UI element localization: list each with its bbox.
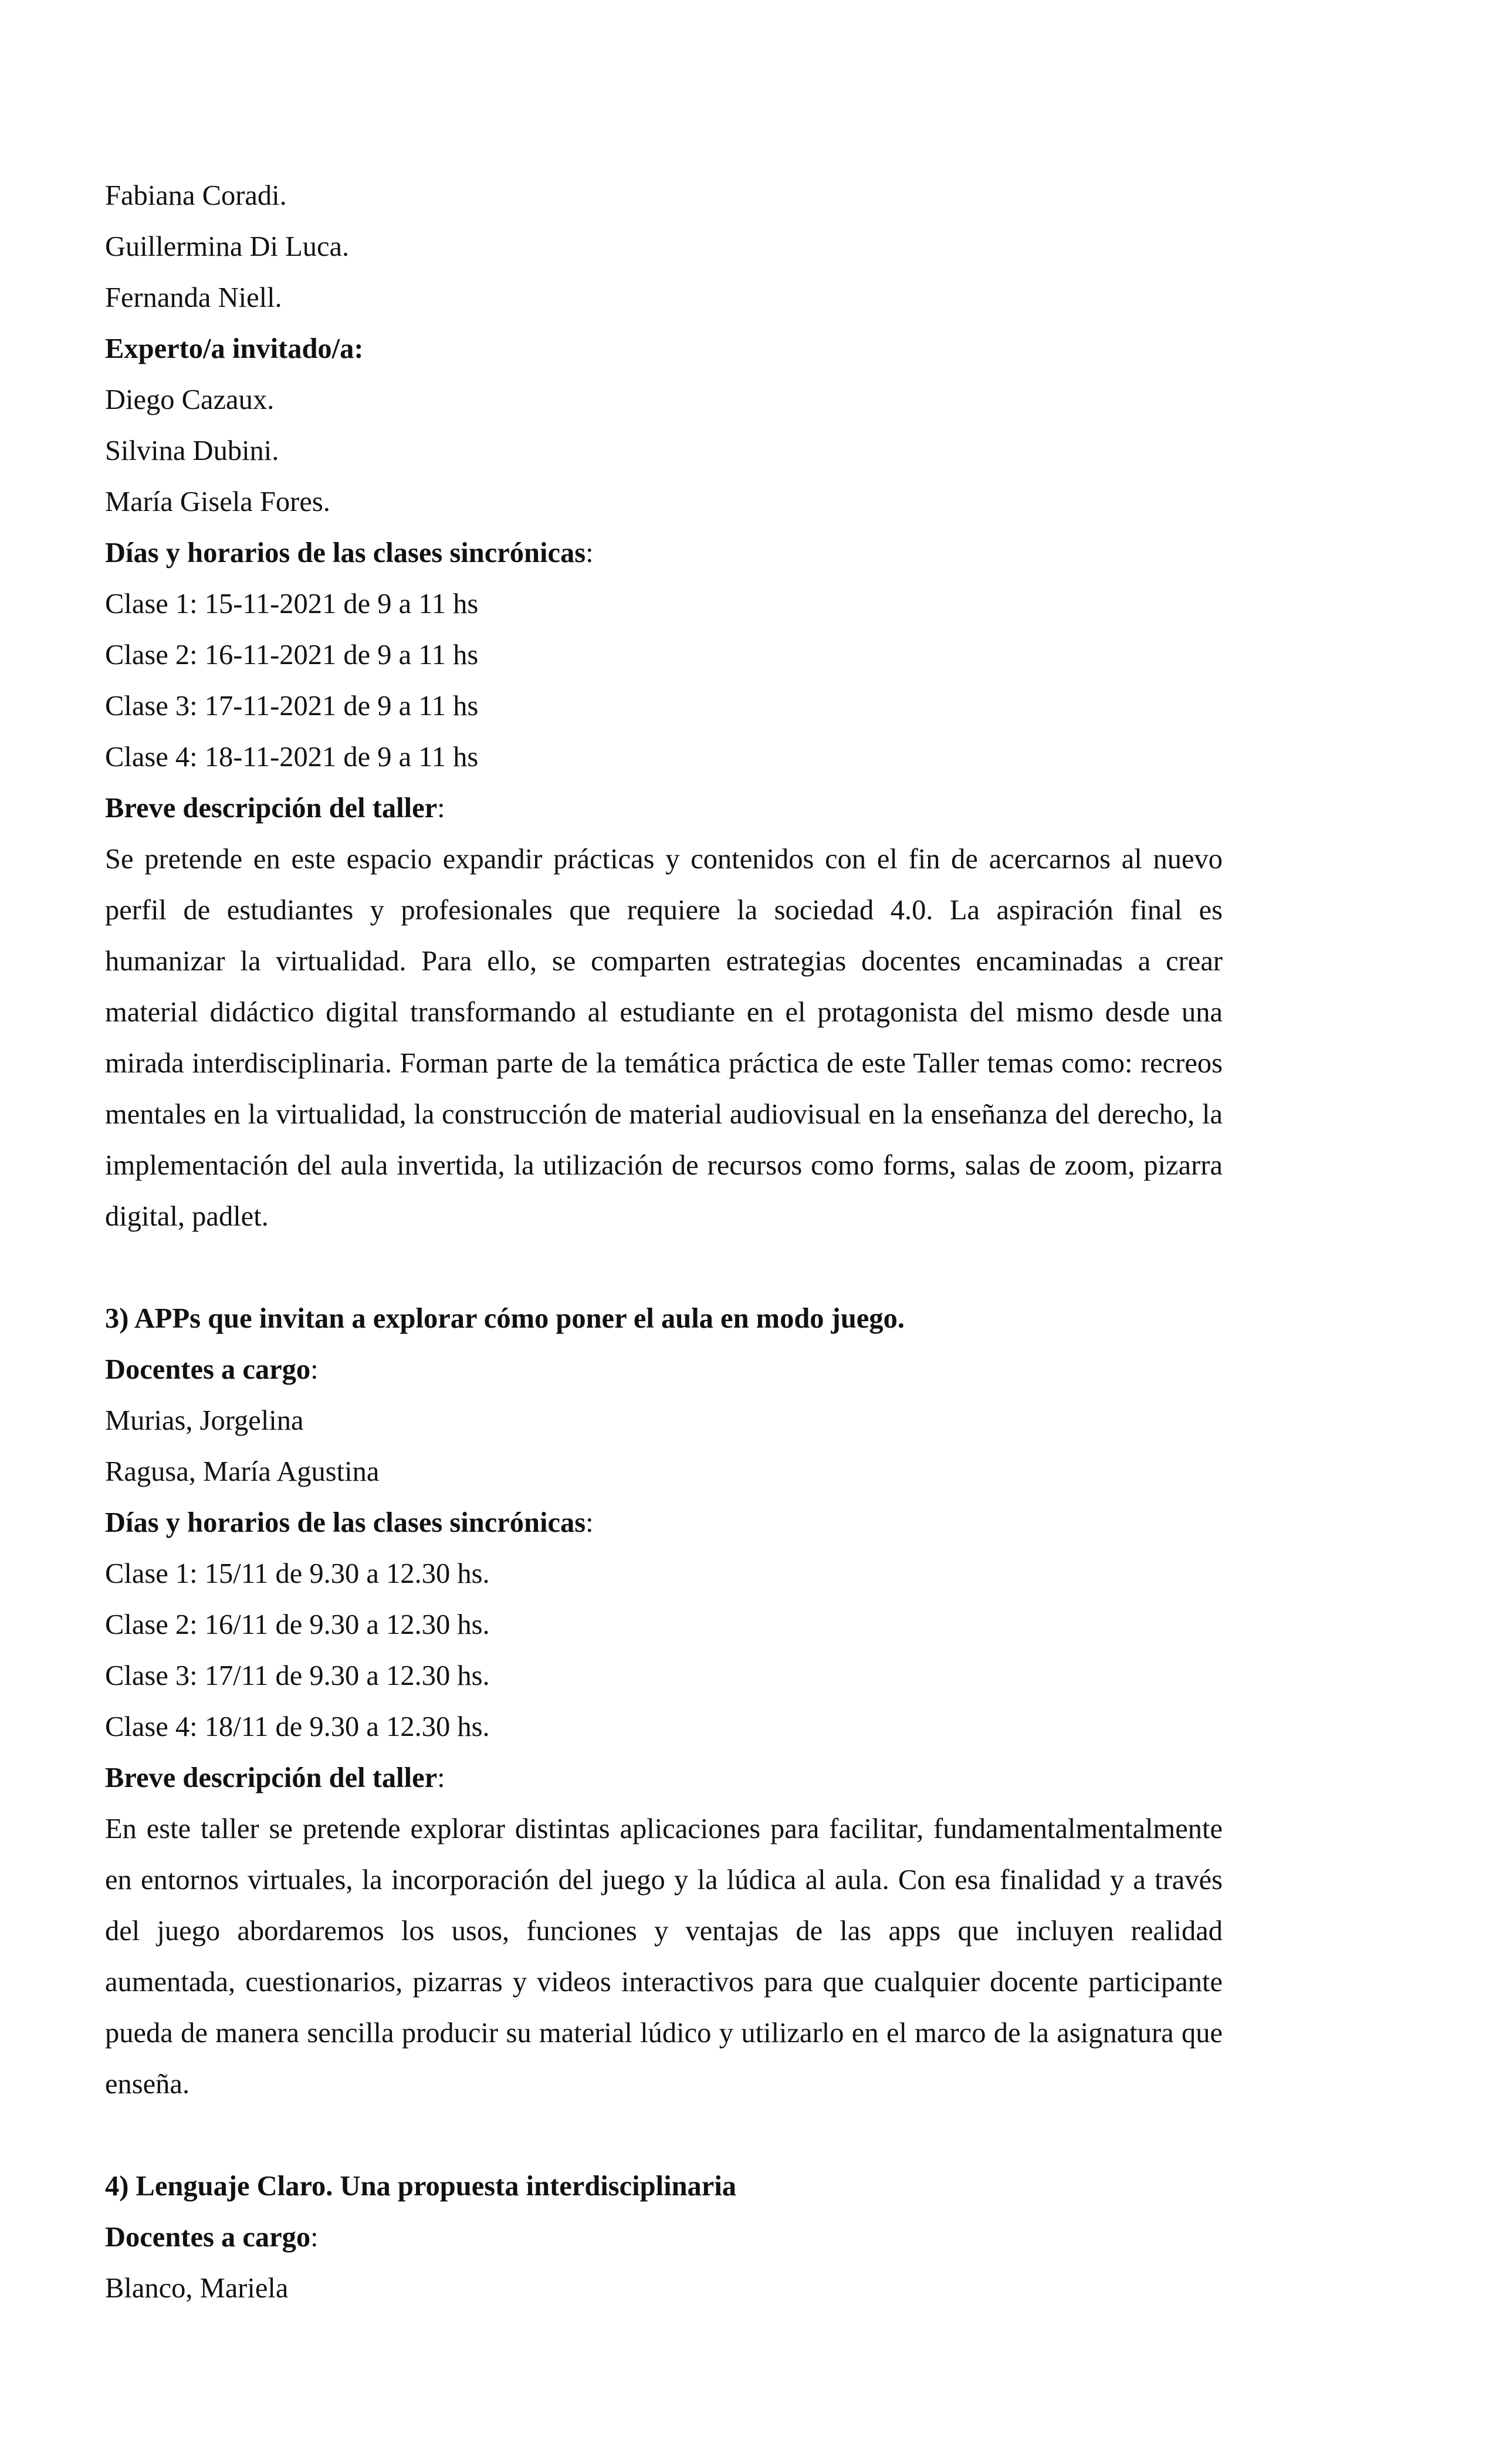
schedule-heading-colon: : (585, 1507, 594, 1538)
schedule-heading (105, 1497, 1223, 1548)
description-heading-label: Breve descripción del taller (105, 793, 438, 824)
class-schedule-item: Clase 4: 18-11-2021 de 9 a 11 hs (105, 742, 479, 773)
teachers-heading (105, 2212, 1223, 2263)
coordinator-name: Fernanda Niell. (105, 282, 282, 313)
teachers-heading-label: Docentes a cargo (105, 2222, 311, 2253)
description-paragraph: Se pretende en este espacio expandir prácticas y contenidos con el fin de acercarnos al nuevo perfil de estudiantes y profesionales que requiere la sociedad 4.0. La aspiración final es humanizar la virtualidad. Para ello, se comparten estrategias docentes encaminadas a crear material didáctico digital transformando al estudiante en el protagonista del mismo desde una mirada interdisciplinaria. Forman parte de la temática práctica de este Taller temas como: recreos mentales en la virtualidad, la construcción de material audiovisual en la enseñanza del derecho, la implementación del aula invertida, la utilización de recursos como forms, salas de zoom, pizarra digital, padlet. (105, 844, 1223, 1232)
class-schedule-item: Clase 1: 15/11 de 9.30 a 12.30 hs. (105, 1558, 490, 1589)
description-heading (105, 1752, 1223, 1803)
class-schedule-item: Clase 3: 17/11 de 9.30 a 12.30 hs. (105, 1660, 490, 1691)
schedule-heading-colon: : (585, 537, 594, 568)
description-heading-label: Breve descripción del taller (105, 1762, 438, 1793)
class-schedule-item: Clase 3: 17-11-2021 de 9 a 11 hs (105, 691, 479, 722)
section-spacer (105, 1242, 1223, 1293)
section-spacer (105, 2110, 1223, 2161)
teachers-heading-colon: : (310, 2222, 319, 2253)
coordinator-name: Fabiana Coradi. (105, 180, 287, 211)
description-heading (105, 783, 1223, 834)
expert-name: Silvina Dubini. (105, 435, 279, 466)
teacher-name: Ragusa, María Agustina (105, 1456, 380, 1487)
coordinator-name: Guillermina Di Luca. (105, 231, 350, 262)
experts-heading: Experto/a invitado/a: (105, 333, 364, 364)
class-schedule-item: Clase 2: 16/11 de 9.30 a 12.30 hs. (105, 1609, 490, 1640)
teacher-name: Murias, Jorgelina (105, 1405, 304, 1436)
schedule-heading (105, 527, 1223, 578)
class-schedule-item: Clase 1: 15-11-2021 de 9 a 11 hs (105, 588, 479, 620)
description-heading-colon: : (437, 1762, 445, 1793)
section-title: 4) Lenguaje Claro. Una propuesta interdisciplinaria (105, 2171, 737, 2202)
teachers-heading-colon: : (310, 1354, 319, 1385)
description-paragraph: En este taller se pretende explorar distintas aplicaciones para facilitar, fundamentalmentalmente en entornos virtuales, la incorporación del juego y la lúdica al aula. Con esa finalidad y a través del juego abordaremos los usos, funciones y ventajas de las apps que incluyen realidad aumentada, cuestionarios, pizarras y videos interactivos para que cualquier docente participante pueda de manera sencilla producir su material lúdico y utilizarlo en el marco de la asignatura que enseña. (105, 1813, 1223, 2100)
schedule-heading-label: Días y horarios de las clases sincrónicas (105, 1507, 586, 1538)
description-heading-colon: : (437, 793, 445, 824)
class-schedule-item: Clase 4: 18/11 de 9.30 a 12.30 hs. (105, 1711, 490, 1742)
expert-name: María Gisela Fores. (105, 486, 330, 517)
expert-name: Diego Cazaux. (105, 384, 275, 415)
teachers-heading (105, 1344, 1223, 1395)
teacher-name: Blanco, Mariela (105, 2273, 289, 2304)
schedule-heading-label: Días y horarios de las clases sincrónicas (105, 537, 586, 568)
section-title: 3) APPs que invitan a explorar cómo poner el aula en modo juego. (105, 1303, 905, 1334)
document-page (105, 170, 1223, 2314)
class-schedule-item: Clase 2: 16-11-2021 de 9 a 11 hs (105, 639, 479, 671)
teachers-heading-label: Docentes a cargo (105, 1354, 311, 1385)
